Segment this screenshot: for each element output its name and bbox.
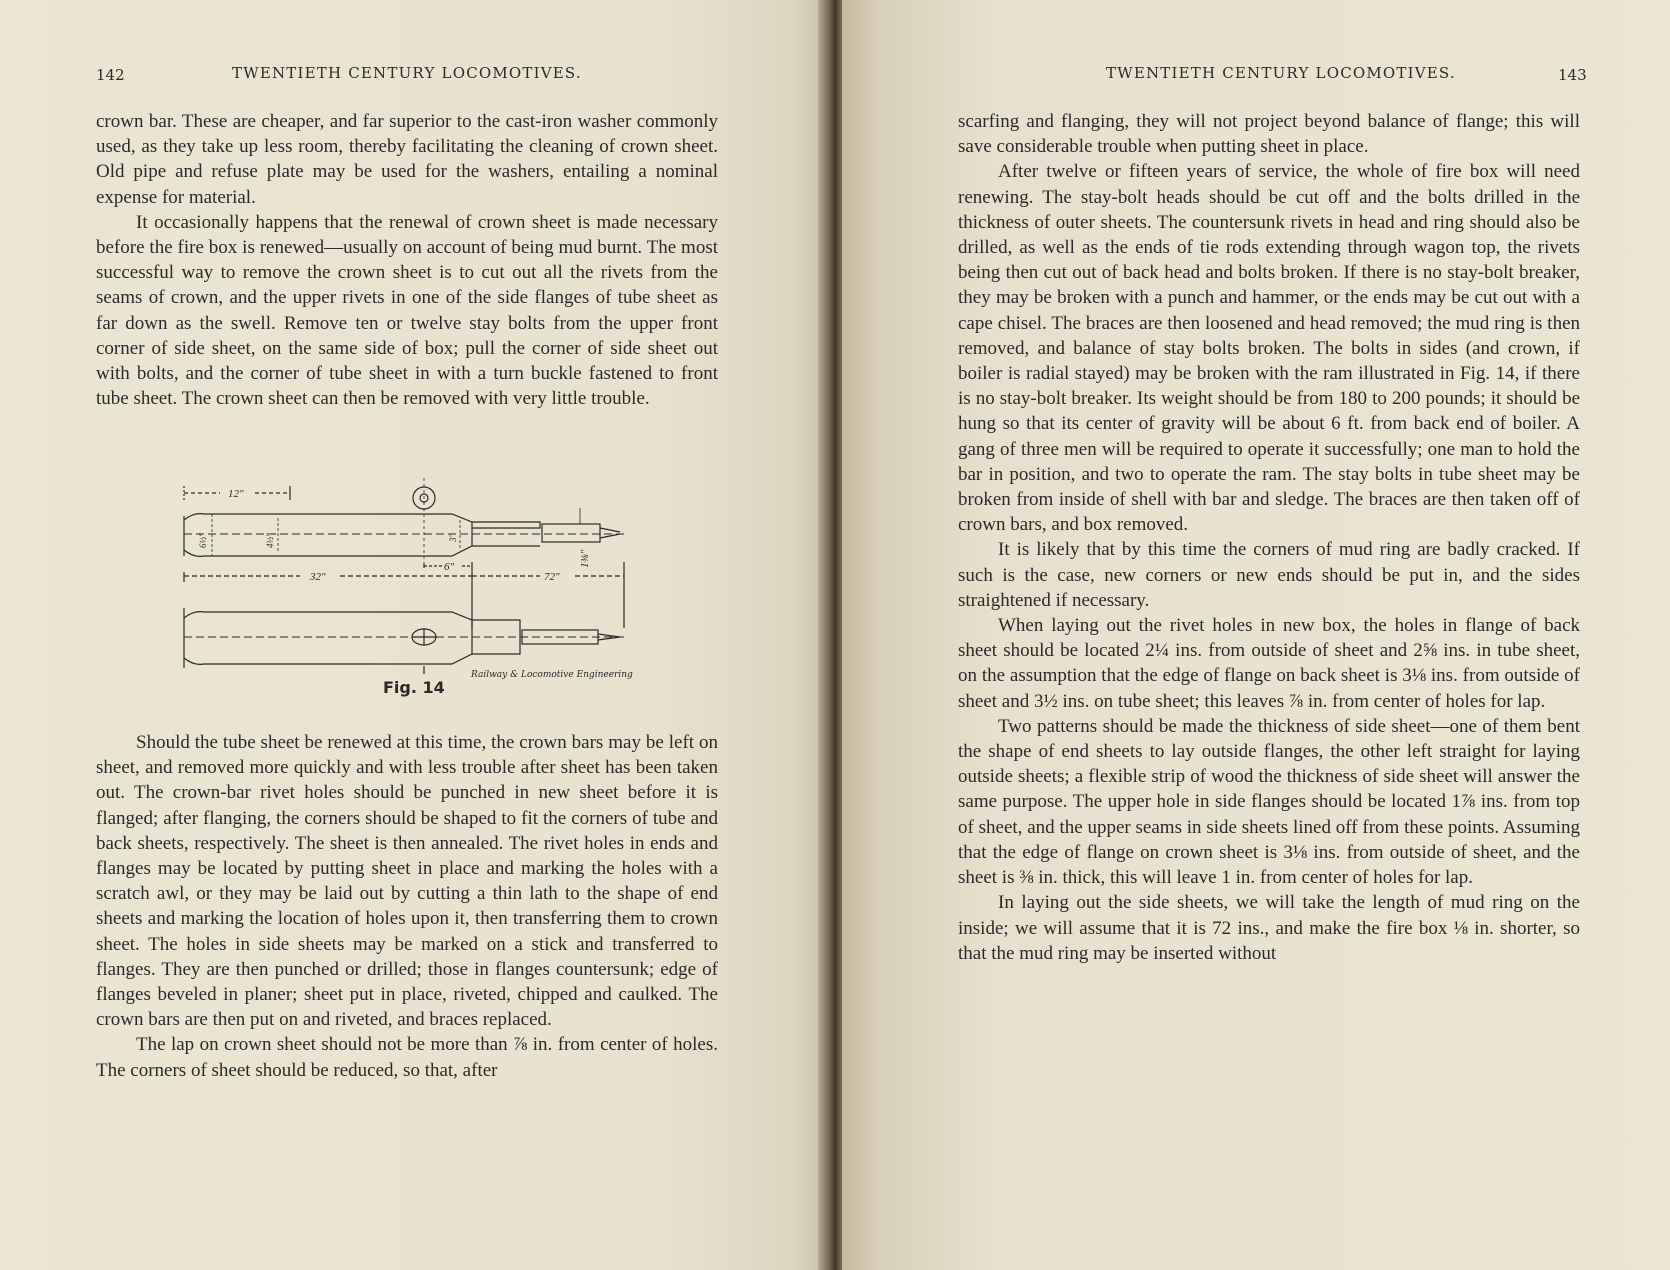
- dim-12-label: 12": [228, 488, 244, 500]
- dim-6-label: 6": [444, 561, 455, 573]
- left-page-number: 142: [96, 66, 125, 84]
- ram-figure: [180, 478, 640, 698]
- left-page: [0, 0, 828, 1270]
- paragraph: crown bar. These are cheaper, and far superior to the cast-iron washer commonly used, as they take up less room, thereby facilitating the cleaning of crown sheet. Old pipe and refuse plate may be used for the washers, entailing a nominal expense for material.: [96, 111, 718, 208]
- paragraph: Two patterns should be made the thickness of side sheet—one of them bent the shape of end sheets to lay outside flanges, the other left straight for laying outside sheets; a flexible strip of wood the thickness of side sheet will answer the same purpose. The upper hole in side flanges should be located 1⅞ ins. from top of sheet, and the upper seams in side sheets lined off from these points. Assuming that the edge of flange on crown sheet is 3⅛ ins. from outside of sheet, and the sheet is ⅜ in. thick, this will leave 1 in. from center of holes for lap.: [958, 715, 1580, 889]
- left-running-head: TWENTIETH CENTURY LOCOMOTIVES.: [232, 64, 582, 82]
- paragraph: It is likely that by this time the corners of mud ring are badly cracked. If such is the case, new corners or new ends should be put in, and the sides straightened if necessary.: [958, 539, 1580, 611]
- right-page-number: 143: [1558, 66, 1587, 84]
- paragraph: After twelve or fifteen years of service, the whole of fire box will need renewing. The stay-bolt heads should be cut off and the bolts drilled in the thickness of outer sheets. The countersunk rivets in head and ring should also be drilled, as well as the ends of tie rods extending through wagon top, the rivets being then cut out of back head and bolts broken. If there is no stay-bolt breaker, they may be broken with a punch and hammer, or the ends may be cut out with a cape chisel. The braces are then loosened and head removed; the mud ring is then removed, and balance of stay bolts broken. The bolts in sides (and crown, if boiler is radial stayed) may be broken with the ram illustrated in Fig. 14, if there is no stay-bolt breaker. Its weight should be from 180 to 200 pounds; it should be hung so that its center of gravity will be about 6 ft. from back end of boiler. A gang of three men will be required to operate it successfully; one man to hold the bar in position, and two to operate the ram. The stay bolts in tube sheet may be broken from inside of shell with bar and sledge. The braces are then taken off of crown bars, and box removed.: [958, 161, 1580, 536]
- dim-13-label: 1⅜": [579, 549, 591, 568]
- paragraph: Should the tube sheet be renewed at this time, the crown bars may be left on sheet, and removed more quickly and with less trouble after sheet has been taken out. The crown-bar rivet holes should be punched in new sheet before it is flanged; after flanging, the corners should be shaped to fit the corners of tube and back sheets, respectively. The sheet is then annealed. The rivet holes in ends and flanges may be located by putting sheet in place and marking the holes with a scratch awl, or they may be laid out by cutting a thin lath to the shape of end sheets and marking the location of holes upon it, then transferring them to crown sheet. The holes in side sheets may be marked on a stick and transferred to flanges. They are then punched or drilled; those in flanges countersunk; edge of flanges beveled in planer; sheet put in place, riveted, chipped and caulked. The crown bars are then put on and riveted, and braces replaced.: [96, 732, 718, 1031]
- dim-32-label: 32": [310, 571, 326, 583]
- dim-4b-label: 4½": [265, 532, 275, 548]
- dim-3b-label: 3": [448, 533, 458, 542]
- right-text: [958, 109, 1580, 966]
- paragraph: The lap on crown sheet should not be more than ⅞ in. from center of holes. The corners of sheet should be reduced, so that, after: [96, 1034, 718, 1081]
- left-text-bottom: [96, 730, 718, 1083]
- left-text-top: [96, 109, 718, 411]
- paragraph: scarfing and flanging, they will not project beyond balance of flange; this will save considerable trouble when putting sheet in place.: [958, 111, 1580, 158]
- dim-72-label: 72": [544, 571, 560, 583]
- paragraph: When laying out the rivet holes in new box, the holes in flange of back sheet should be located 2¼ ins. from outside of sheet and 2⅝ ins. in tube sheet, on the assumption that the edge of flange on back sheet is 3⅛ ins. from outside of sheet and 3½ ins. on tube sheet; this leaves ⅞ in. from center of holes for lap.: [958, 615, 1580, 712]
- figure-credit: Railway & Locomotive Engineering: [471, 670, 633, 680]
- paragraph: In laying out the side sheets, we will take the length of mud ring on the inside; we will assume that it is 72 ins., and make the fire box ⅛ in. shorter, so that the mud ring may be inserted without: [958, 892, 1580, 964]
- dim-6b-label: 6½": [198, 532, 208, 548]
- right-running-head: TWENTIETH CENTURY LOCOMOTIVES.: [1106, 64, 1456, 82]
- figure-caption: Fig. 14: [383, 678, 445, 697]
- paragraph: It occasionally happens that the renewal of crown sheet is made necessary before the fire box is renewed—usually on account of being mud burnt. The most successful way to remove the crown sheet is to cut out all the rivets from the seams of crown, and the upper rivets in one of the side flanges of tube sheet as far down as the swell. Remove ten or twelve stay bolts from the upper front corner of side sheet, on the same side of box; pull the corner of side sheet out with bolts, and the corner of tube sheet in with a turn buckle fastened to front tube sheet. The crown sheet can then be removed with very little trouble.: [96, 211, 718, 410]
